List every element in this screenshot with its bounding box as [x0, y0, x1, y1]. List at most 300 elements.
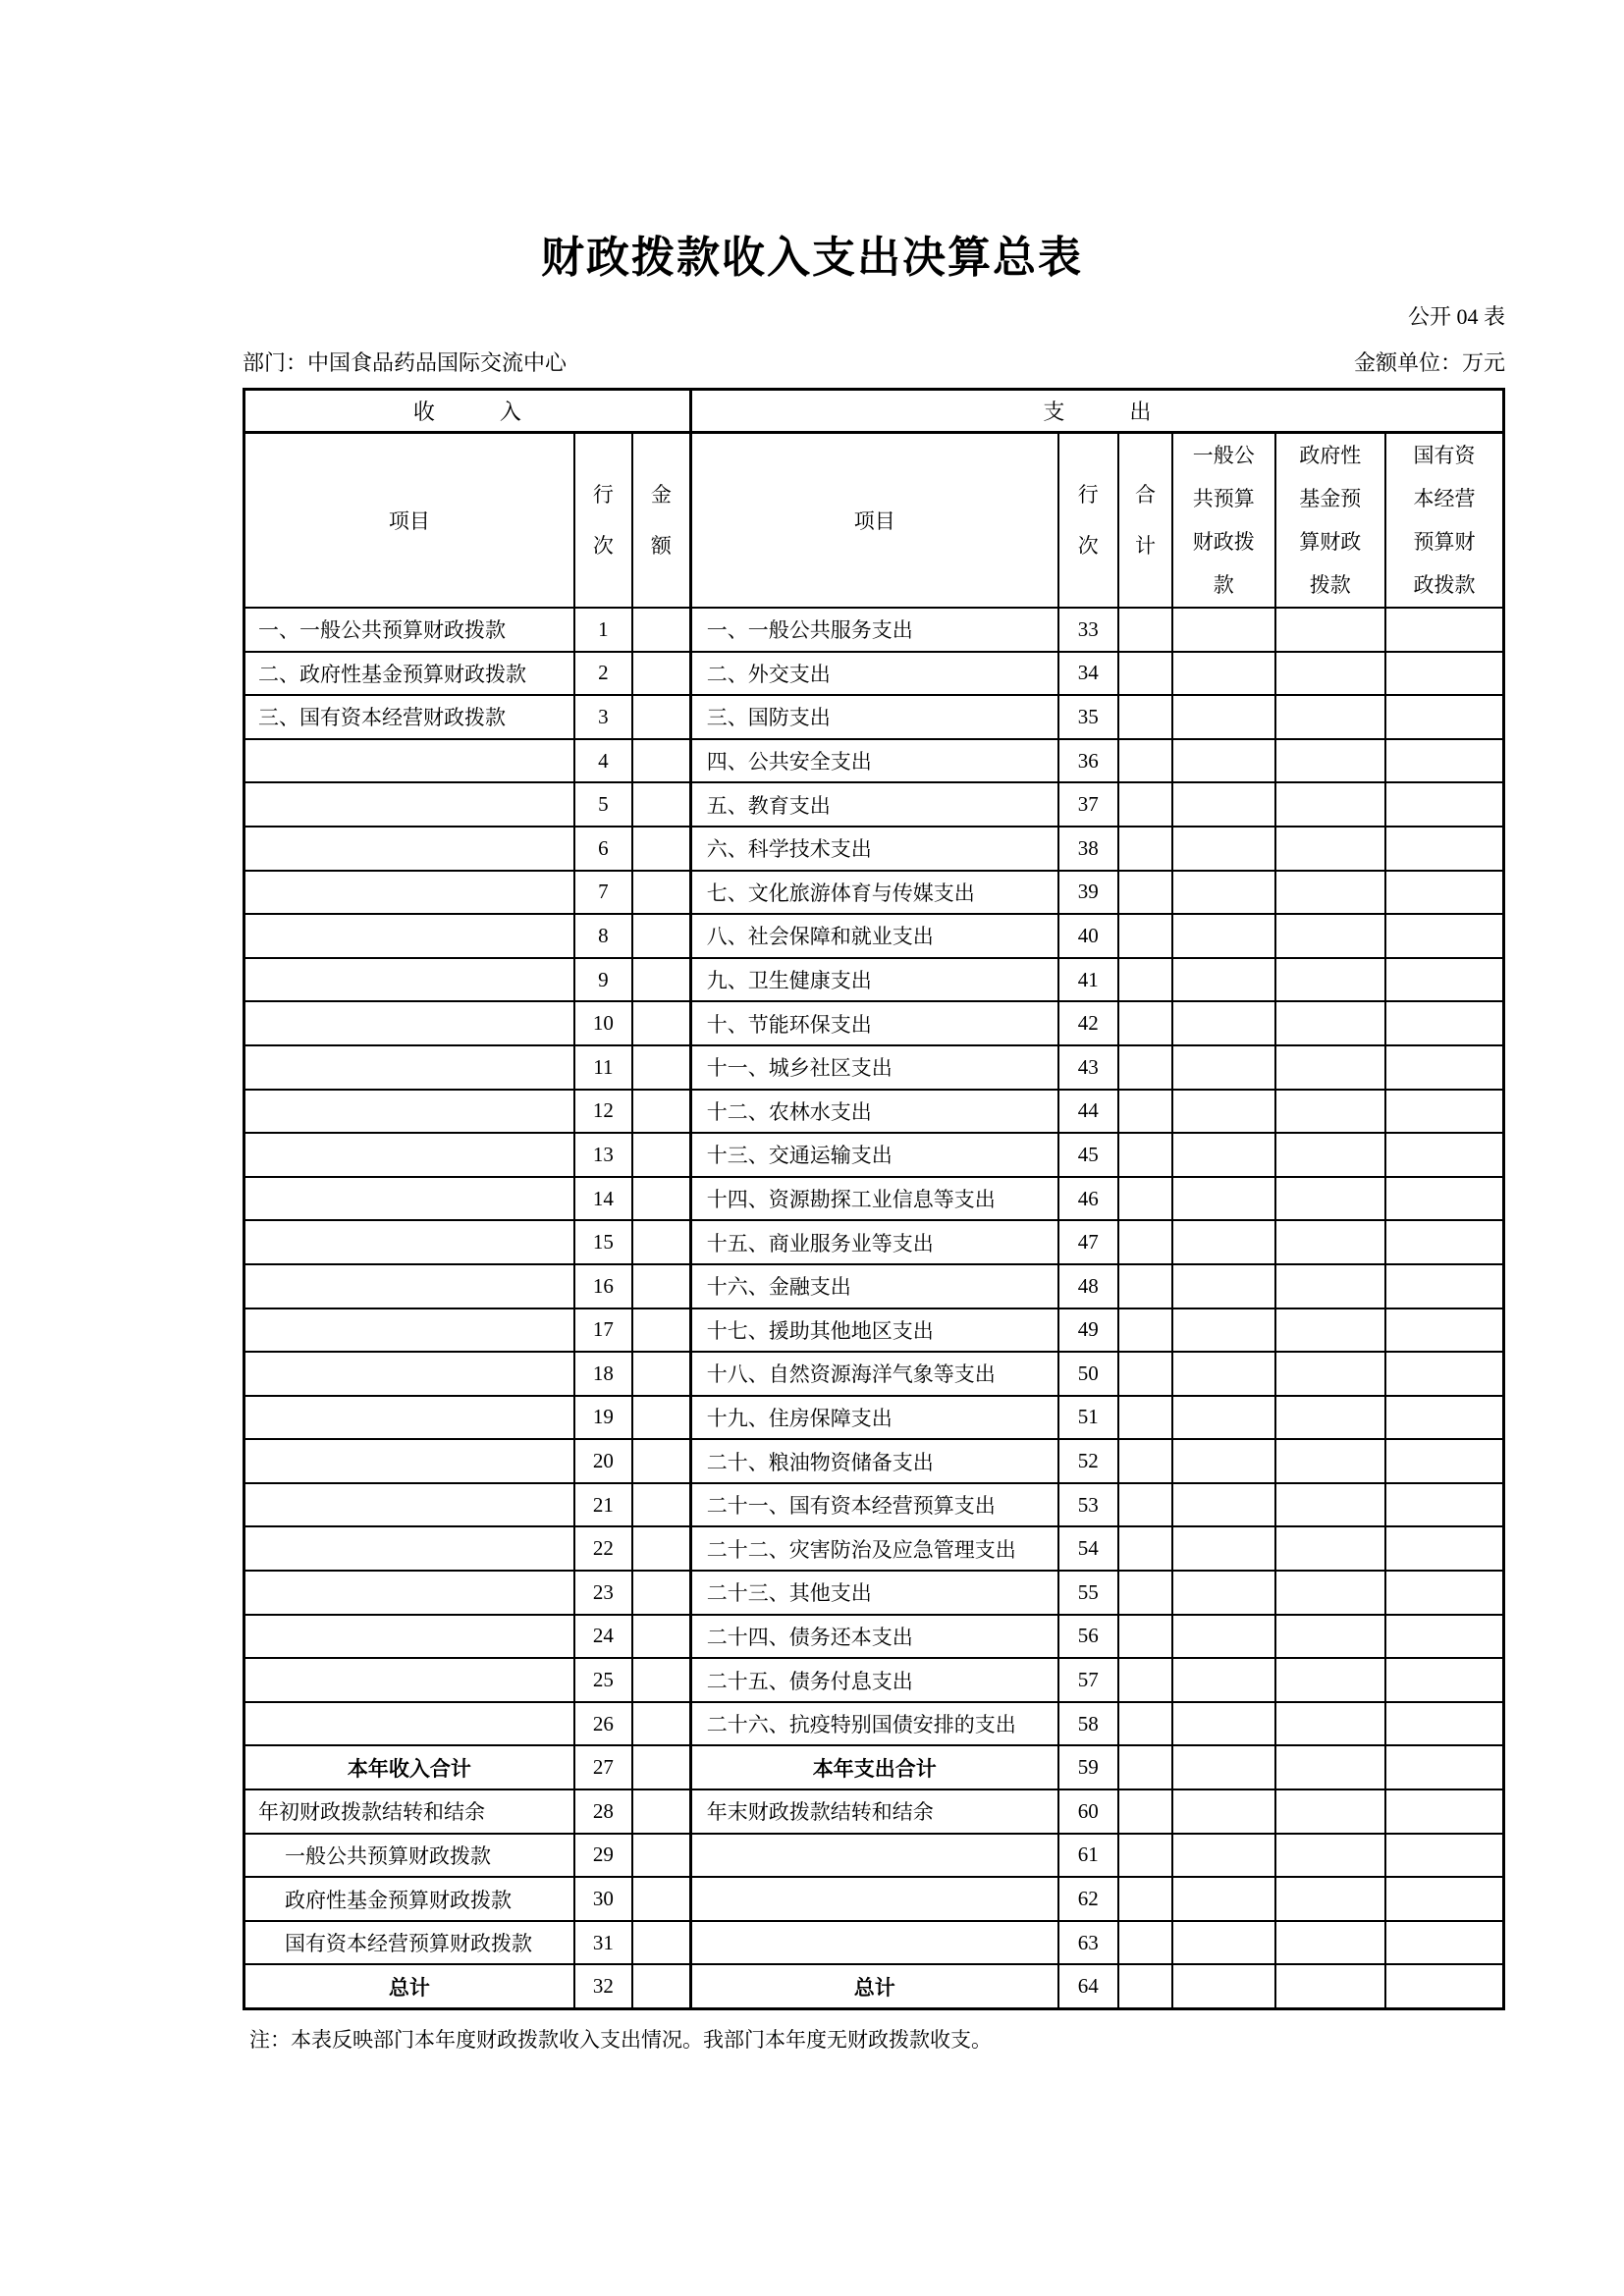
expense-capital-cell: [1385, 1834, 1504, 1878]
expense-general-cell: [1172, 1526, 1274, 1571]
income-line-cell: 31: [574, 1921, 632, 1965]
expense-capital-cell: [1385, 1177, 1504, 1221]
expense-general-cell: [1172, 1352, 1274, 1396]
expense-general-cell: [1172, 782, 1274, 827]
income-line-cell: 1: [574, 608, 632, 652]
expense-line-cell: 33: [1058, 608, 1118, 652]
income-line-cell: 5: [574, 782, 632, 827]
table-row: [244, 1177, 1504, 1221]
expense-general-cell: [1172, 1921, 1274, 1965]
expense-line-cell: 42: [1058, 1001, 1118, 1045]
expense-total-cell: [1118, 1571, 1172, 1615]
income-amount-cell: [632, 914, 690, 958]
income-line-cell: 30: [574, 1877, 632, 1921]
expense-general-cell: [1172, 1789, 1274, 1834]
expense-capital-cell: [1385, 739, 1504, 783]
income-amount-cell: [632, 827, 690, 871]
expense-line-cell: 44: [1058, 1090, 1118, 1134]
expense-total-cell: [1118, 1264, 1172, 1308]
expense-fund-cell: [1275, 1571, 1385, 1615]
expense-item-cell: [690, 1921, 1057, 1965]
table-row: [244, 608, 1504, 652]
expense-fund-cell: [1275, 871, 1385, 915]
expense-capital-cell: [1385, 1264, 1504, 1308]
income-line-cell: 22: [574, 1526, 632, 1571]
expense-line-cell: 35: [1058, 695, 1118, 739]
income-amount-cell: [632, 1133, 690, 1177]
expense-item-cell: 一、一般公共服务支出: [690, 608, 1057, 652]
income-amount-cell: [632, 1001, 690, 1045]
expense-capital-cell: [1385, 1877, 1504, 1921]
expense-line-cell: 61: [1058, 1834, 1118, 1878]
income-line-cell: 32: [574, 1964, 632, 2008]
income-item-cell: [244, 1702, 574, 1746]
table-row: [244, 1789, 1504, 1834]
expense-capital-cell: [1385, 914, 1504, 958]
expense-total-cell: [1118, 1483, 1172, 1527]
expense-line-cell: 52: [1058, 1439, 1118, 1483]
income-item-cell: 一、一般公共预算财政拨款: [244, 608, 574, 652]
expense-item-cell: 二十、粮油物资储备支出: [690, 1439, 1057, 1483]
income-amount-cell: [632, 1264, 690, 1308]
expense-capital-cell: [1385, 1220, 1504, 1264]
col-expense-item: 项目: [690, 433, 1057, 609]
expense-item-cell: 十八、自然资源海洋气象等支出: [690, 1352, 1057, 1396]
income-item-cell: [244, 958, 574, 1002]
expense-item-cell: 十六、金融支出: [690, 1264, 1057, 1308]
expense-line-cell: 54: [1058, 1526, 1118, 1571]
expense-total-cell: [1118, 1658, 1172, 1702]
income-item-cell: [244, 782, 574, 827]
income-amount-cell: [632, 1396, 690, 1440]
expense-fund-cell: [1275, 1658, 1385, 1702]
income-line-cell: 27: [574, 1745, 632, 1789]
expense-general-cell: [1172, 958, 1274, 1002]
col-state-capital-budget: [1385, 433, 1504, 609]
expense-fund-cell: [1275, 1877, 1385, 1921]
table-row: [244, 1396, 1504, 1440]
income-amount-cell: [632, 1571, 690, 1615]
income-item-cell: 年初财政拨款结转和结余: [244, 1789, 574, 1834]
expense-item-cell: 三、国防支出: [690, 695, 1057, 739]
expense-total-cell: [1118, 1964, 1172, 2008]
table-row: [244, 1483, 1504, 1527]
expense-line-cell: 56: [1058, 1615, 1118, 1659]
expense-line-cell: 50: [1058, 1352, 1118, 1396]
expense-fund-cell: [1275, 1396, 1385, 1440]
expense-total-cell: [1118, 608, 1172, 652]
expense-fund-cell: [1275, 958, 1385, 1002]
expense-total-cell: [1118, 914, 1172, 958]
expense-item-cell: 二、外交支出: [690, 652, 1057, 696]
expense-general-cell: [1172, 1045, 1274, 1090]
income-line-cell: 9: [574, 958, 632, 1002]
expense-fund-cell: [1275, 1090, 1385, 1134]
expense-line-cell: 47: [1058, 1220, 1118, 1264]
expense-capital-cell: [1385, 1308, 1504, 1353]
income-amount-cell: [632, 1308, 690, 1353]
income-item-cell: [244, 1658, 574, 1702]
income-item-cell: [244, 1396, 574, 1440]
expense-fund-cell: [1275, 1964, 1385, 2008]
expense-item-cell: 本年支出合计: [690, 1745, 1057, 1789]
income-amount-cell: [632, 1834, 690, 1878]
expense-general-cell: [1172, 1133, 1274, 1177]
col-govt-fund-budget-label: 政府性基金预算财政拨款: [1299, 444, 1362, 597]
expense-fund-cell: [1275, 782, 1385, 827]
expense-line-cell: 43: [1058, 1045, 1118, 1090]
table-row: [244, 1352, 1504, 1396]
income-amount-cell: [632, 1526, 690, 1571]
expense-general-cell: [1172, 914, 1274, 958]
income-item-cell: 总计: [244, 1964, 574, 2008]
table-row: [244, 871, 1504, 915]
section-header-row: [244, 390, 1504, 433]
expense-total-cell: [1118, 1352, 1172, 1396]
expense-total-cell: [1118, 827, 1172, 871]
footnote: 注：本表反映部门本年度财政拨款收入支出情况。我部门本年度无财政拨款收支。: [249, 2028, 992, 2052]
expense-total-cell: [1118, 695, 1172, 739]
income-line-cell: 7: [574, 871, 632, 915]
expense-item-cell: [690, 1834, 1057, 1878]
expense-fund-cell: [1275, 1220, 1385, 1264]
income-line-cell: 8: [574, 914, 632, 958]
income-item-cell: 一般公共预算财政拨款: [244, 1834, 574, 1878]
income-item-cell: [244, 827, 574, 871]
expense-line-cell: 51: [1058, 1396, 1118, 1440]
table-row: [244, 827, 1504, 871]
expense-total-cell: [1118, 1308, 1172, 1353]
expense-line-cell: 45: [1058, 1133, 1118, 1177]
expense-item-cell: 二十三、其他支出: [690, 1571, 1057, 1615]
table-row: [244, 1526, 1504, 1571]
expense-capital-cell: [1385, 1571, 1504, 1615]
table-row: [244, 1045, 1504, 1090]
expense-fund-cell: [1275, 914, 1385, 958]
expense-total-cell: [1118, 1133, 1172, 1177]
expense-fund-cell: [1275, 1789, 1385, 1834]
income-line-cell: 3: [574, 695, 632, 739]
income-item-cell: [244, 1264, 574, 1308]
expense-general-cell: [1172, 1001, 1274, 1045]
expense-item-cell: 十五、商业服务业等支出: [690, 1220, 1057, 1264]
income-item-cell: [244, 1526, 574, 1571]
fiscal-appropriation-table: [243, 388, 1505, 2010]
expense-item-cell: 十一、城乡社区支出: [690, 1045, 1057, 1090]
expense-capital-cell: [1385, 1045, 1504, 1090]
table-row: [244, 695, 1504, 739]
expense-line-cell: 57: [1058, 1658, 1118, 1702]
expense-general-cell: [1172, 1220, 1274, 1264]
expense-item-cell: 十二、农林水支出: [690, 1090, 1057, 1134]
expense-fund-cell: [1275, 1921, 1385, 1965]
expense-capital-cell: [1385, 695, 1504, 739]
col-expense-line: [1058, 433, 1118, 609]
expense-capital-cell: [1385, 608, 1504, 652]
expense-total-cell: [1118, 652, 1172, 696]
income-amount-cell: [632, 1439, 690, 1483]
content-wrapper: [243, 300, 1505, 2054]
col-expense-line-label: 行次: [1077, 483, 1099, 558]
expense-item-cell: 二十五、债务付息支出: [690, 1658, 1057, 1702]
expense-capital-cell: [1385, 1615, 1504, 1659]
table-row: [244, 1001, 1504, 1045]
col-income-line: [574, 433, 632, 609]
form-code: 公开 04 表: [1407, 304, 1505, 329]
expense-capital-cell: [1385, 1396, 1504, 1440]
expense-capital-cell: [1385, 1921, 1504, 1965]
income-line-cell: 14: [574, 1177, 632, 1221]
table-row: [244, 652, 1504, 696]
expense-line-cell: 46: [1058, 1177, 1118, 1221]
income-item-cell: [244, 1090, 574, 1134]
income-line-cell: 29: [574, 1834, 632, 1878]
income-line-cell: 17: [574, 1308, 632, 1353]
income-amount-cell: [632, 1658, 690, 1702]
income-line-cell: 16: [574, 1264, 632, 1308]
income-item-cell: 二、政府性基金预算财政拨款: [244, 652, 574, 696]
col-state-capital-budget-label: 国有资本经营预算财政拨款: [1413, 444, 1476, 597]
expense-item-cell: 十四、资源勘探工业信息等支出: [690, 1177, 1057, 1221]
table-row: [244, 1834, 1504, 1878]
expense-fund-cell: [1275, 1045, 1385, 1090]
expense-fund-cell: [1275, 1526, 1385, 1571]
expense-item-cell: 二十六、抗疫特别国债安排的支出: [690, 1702, 1057, 1746]
expense-general-cell: [1172, 827, 1274, 871]
income-amount-cell: [632, 1964, 690, 2008]
expense-capital-cell: [1385, 958, 1504, 1002]
expense-capital-cell: [1385, 1964, 1504, 2008]
expense-fund-cell: [1275, 1133, 1385, 1177]
income-item-cell: [244, 1571, 574, 1615]
table-row: [244, 1702, 1504, 1746]
expense-fund-cell: [1275, 1352, 1385, 1396]
expense-line-cell: 58: [1058, 1702, 1118, 1746]
expense-fund-cell: [1275, 1001, 1385, 1045]
income-amount-cell: [632, 1789, 690, 1834]
expense-item-cell: 四、公共安全支出: [690, 739, 1057, 783]
table-row: [244, 1921, 1504, 1965]
col-general-public-budget-label: 一般公共预算财政拨款: [1192, 444, 1255, 597]
income-item-cell: 本年收入合计: [244, 1745, 574, 1789]
expense-line-cell: 55: [1058, 1571, 1118, 1615]
income-line-cell: 20: [574, 1439, 632, 1483]
expense-fund-cell: [1275, 1615, 1385, 1659]
expense-line-cell: 36: [1058, 739, 1118, 783]
table-row: [244, 739, 1504, 783]
expense-total-cell: [1118, 1177, 1172, 1221]
income-amount-cell: [632, 1483, 690, 1527]
expense-general-cell: [1172, 1439, 1274, 1483]
expense-fund-cell: [1275, 695, 1385, 739]
expense-section-header: 支 出: [690, 390, 1503, 433]
expense-line-cell: 60: [1058, 1789, 1118, 1834]
income-line-cell: 19: [574, 1396, 632, 1440]
expense-capital-cell: [1385, 652, 1504, 696]
income-line-cell: 12: [574, 1090, 632, 1134]
table-row: [244, 1571, 1504, 1615]
expense-fund-cell: [1275, 1308, 1385, 1353]
expense-item-cell: 九、卫生健康支出: [690, 958, 1057, 1002]
income-item-cell: [244, 1483, 574, 1527]
amount-unit-line: 金额单位：万元: [1353, 350, 1505, 375]
col-general-public-budget: [1172, 433, 1274, 609]
income-line-cell: 28: [574, 1789, 632, 1834]
expense-capital-cell: [1385, 1352, 1504, 1396]
expense-total-cell: [1118, 1090, 1172, 1134]
table-row: [244, 1133, 1504, 1177]
income-item-cell: [244, 1001, 574, 1045]
meta-row: [243, 347, 1505, 377]
expense-capital-cell: [1385, 871, 1504, 915]
table-row: [244, 1745, 1504, 1789]
income-line-cell: 15: [574, 1220, 632, 1264]
expense-general-cell: [1172, 1308, 1274, 1353]
income-item-cell: [244, 1045, 574, 1090]
expense-capital-cell: [1385, 1001, 1504, 1045]
expense-total-cell: [1118, 782, 1172, 827]
col-expense-total: [1118, 433, 1172, 609]
col-income-line-label: 行次: [592, 483, 614, 558]
income-amount-cell: [632, 1877, 690, 1921]
table-row: [244, 1264, 1504, 1308]
expense-capital-cell: [1385, 1090, 1504, 1134]
expense-total-cell: [1118, 1921, 1172, 1965]
table-row: [244, 1308, 1504, 1353]
income-line-cell: 10: [574, 1001, 632, 1045]
expense-item-cell: 八、社会保障和就业支出: [690, 914, 1057, 958]
expense-general-cell: [1172, 695, 1274, 739]
expense-line-cell: 40: [1058, 914, 1118, 958]
expense-line-cell: 59: [1058, 1745, 1118, 1789]
expense-general-cell: [1172, 608, 1274, 652]
table-row: [244, 782, 1504, 827]
expense-fund-cell: [1275, 1264, 1385, 1308]
income-section-header: 收 入: [244, 390, 691, 433]
col-income-amount: [632, 433, 690, 609]
income-line-cell: 26: [574, 1702, 632, 1746]
income-line-cell: 23: [574, 1571, 632, 1615]
expense-fund-cell: [1275, 1834, 1385, 1878]
expense-line-cell: 41: [1058, 958, 1118, 1002]
expense-item-cell: 六、科学技术支出: [690, 827, 1057, 871]
expense-line-cell: 38: [1058, 827, 1118, 871]
income-amount-cell: [632, 1220, 690, 1264]
expense-fund-cell: [1275, 652, 1385, 696]
expense-total-cell: [1118, 1877, 1172, 1921]
expense-total-cell: [1118, 871, 1172, 915]
income-amount-cell: [632, 1702, 690, 1746]
income-amount-cell: [632, 695, 690, 739]
table-row: [244, 1615, 1504, 1659]
expense-capital-cell: [1385, 827, 1504, 871]
income-line-cell: 13: [574, 1133, 632, 1177]
expense-total-cell: [1118, 1220, 1172, 1264]
income-amount-cell: [632, 652, 690, 696]
income-item-cell: [244, 1177, 574, 1221]
income-amount-cell: [632, 608, 690, 652]
expense-fund-cell: [1275, 1745, 1385, 1789]
expense-general-cell: [1172, 1877, 1274, 1921]
col-govt-fund-budget: [1275, 433, 1385, 609]
expense-item-cell: 七、文化旅游体育与传媒支出: [690, 871, 1057, 915]
expense-fund-cell: [1275, 1439, 1385, 1483]
expense-general-cell: [1172, 1483, 1274, 1527]
department-line: 部门：中国食品药品国际交流中心: [243, 350, 568, 375]
expense-general-cell: [1172, 739, 1274, 783]
income-item-cell: 国有资本经营预算财政拨款: [244, 1921, 574, 1965]
income-amount-cell: [632, 958, 690, 1002]
expense-capital-cell: [1385, 1658, 1504, 1702]
expense-line-cell: 62: [1058, 1877, 1118, 1921]
income-amount-cell: [632, 1177, 690, 1221]
expense-fund-cell: [1275, 1177, 1385, 1221]
expense-item-cell: 十、节能环保支出: [690, 1001, 1057, 1045]
table-row: [244, 958, 1504, 1002]
expense-line-cell: 34: [1058, 652, 1118, 696]
income-line-cell: 2: [574, 652, 632, 696]
expense-fund-cell: [1275, 827, 1385, 871]
expense-general-cell: [1172, 1571, 1274, 1615]
expense-capital-cell: [1385, 782, 1504, 827]
income-item-cell: [244, 1352, 574, 1396]
expense-general-cell: [1172, 1177, 1274, 1221]
expense-item-cell: [690, 1877, 1057, 1921]
expense-total-cell: [1118, 1526, 1172, 1571]
expense-item-cell: 十九、住房保障支出: [690, 1396, 1057, 1440]
expense-item-cell: 十三、交通运输支出: [690, 1133, 1057, 1177]
expense-capital-cell: [1385, 1745, 1504, 1789]
income-amount-cell: [632, 1921, 690, 1965]
expense-capital-cell: [1385, 1439, 1504, 1483]
expense-item-cell: 总计: [690, 1964, 1057, 2008]
expense-line-cell: 64: [1058, 1964, 1118, 2008]
table-row: [244, 1439, 1504, 1483]
income-item-cell: [244, 1615, 574, 1659]
expense-total-cell: [1118, 1615, 1172, 1659]
expense-line-cell: 53: [1058, 1483, 1118, 1527]
col-income-item: 项目: [244, 433, 574, 609]
table-row: [244, 1877, 1504, 1921]
income-line-cell: 6: [574, 827, 632, 871]
income-amount-cell: [632, 782, 690, 827]
expense-total-cell: [1118, 958, 1172, 1002]
expense-capital-cell: [1385, 1483, 1504, 1527]
expense-general-cell: [1172, 1658, 1274, 1702]
expense-total-cell: [1118, 1702, 1172, 1746]
expense-line-cell: 63: [1058, 1921, 1118, 1965]
income-item-cell: [244, 739, 574, 783]
income-item-cell: 三、国有资本经营财政拨款: [244, 695, 574, 739]
page-title: 财政拨款收入支出决算总表: [541, 234, 1083, 282]
expense-general-cell: [1172, 652, 1274, 696]
income-item-cell: 政府性基金预算财政拨款: [244, 1877, 574, 1921]
expense-line-cell: 39: [1058, 871, 1118, 915]
table-row: [244, 914, 1504, 958]
expense-capital-cell: [1385, 1789, 1504, 1834]
expense-line-cell: 37: [1058, 782, 1118, 827]
income-item-cell: [244, 914, 574, 958]
income-item-cell: [244, 1308, 574, 1353]
income-amount-cell: [632, 1352, 690, 1396]
income-line-cell: 21: [574, 1483, 632, 1527]
income-item-cell: [244, 1220, 574, 1264]
expense-fund-cell: [1275, 739, 1385, 783]
expense-total-cell: [1118, 1045, 1172, 1090]
expense-general-cell: [1172, 1615, 1274, 1659]
table-row: [244, 1964, 1504, 2008]
expense-capital-cell: [1385, 1526, 1504, 1571]
